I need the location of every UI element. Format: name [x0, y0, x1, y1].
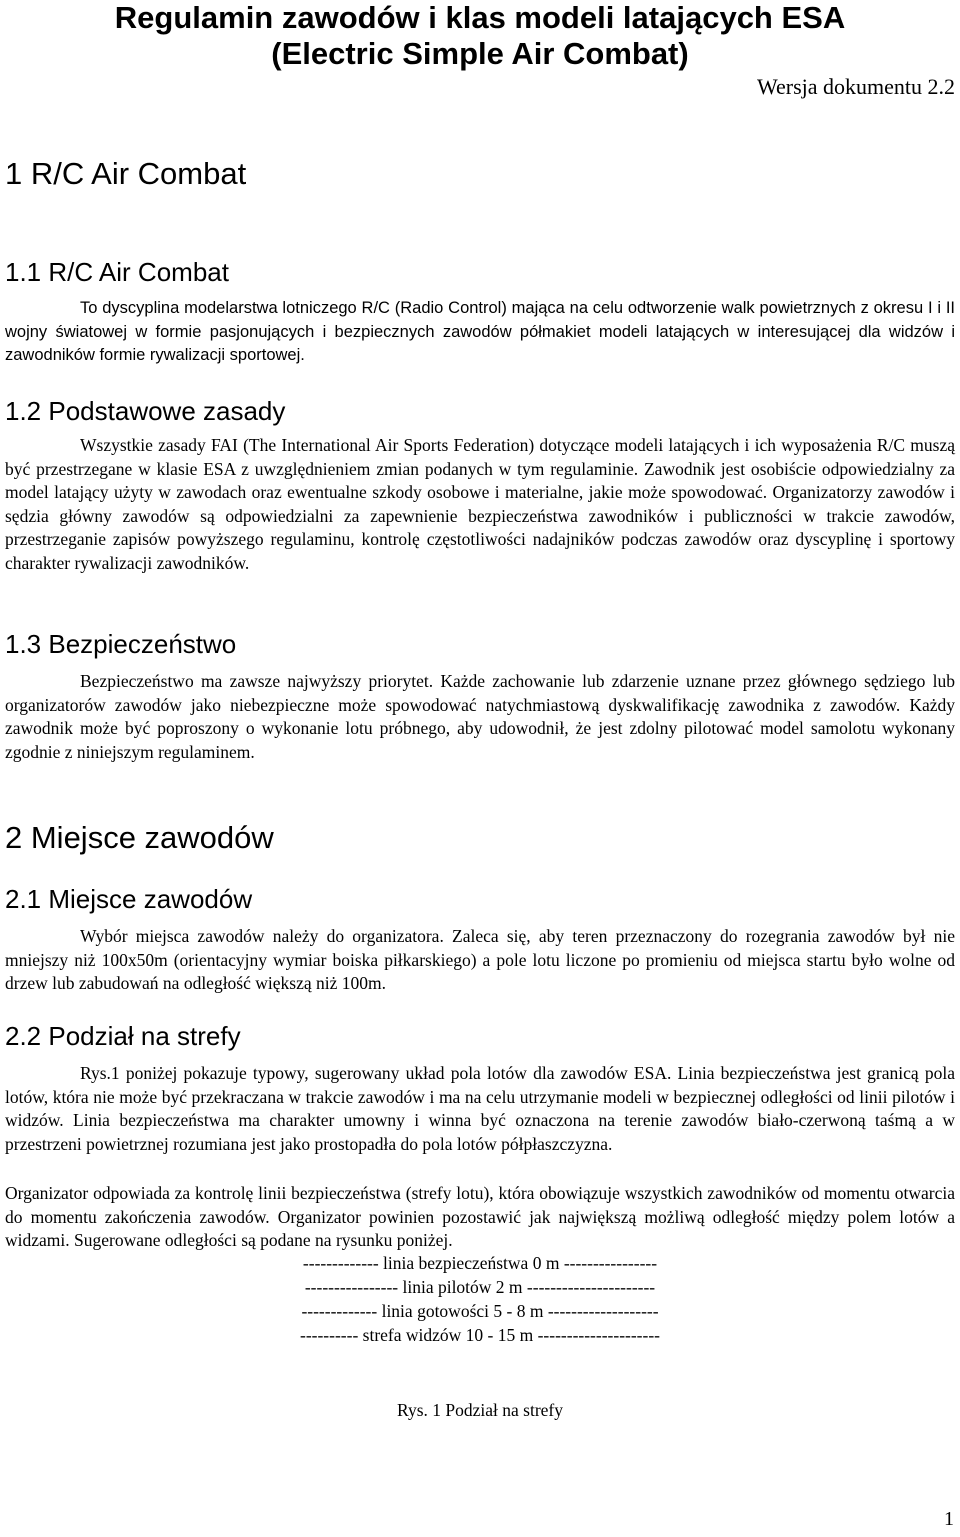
section-2-2-text-1: Rys.1 poniżej pokazuje typowy, sugerowany układ pola lotów dla zawodów ESA. Linia bezpieczeństwa jest granicą pola lotów, która nie może być przekraczana w trakcie zawodów i ma na celu utrzymanie modeli w bezpiecznej odległości od linii pilotów i widzów. Linia bezpieczeństwa ma charakter umowny i winna być oznaczona na terenie zawodów biało-czerwoną taśmą a w przestrzeni powietrznej rozumiana jest jako prostopadła do pola lotów półpłaszczyzna. — [5, 1063, 955, 1154]
document-title-line2: (Electric Simple Air Combat) — [271, 36, 689, 71]
document-title-line1: Regulamin zawodów i klas modeli latających ESA — [114, 0, 846, 35]
zone-line-pilots: ---------------- linia pilotów 2 m ---------------------- — [304, 1277, 656, 1297]
page-number: 1 — [944, 1508, 954, 1530]
zone-line-safety: ------------- linia bezpieczeństwa 0 m ---------------- — [302, 1253, 658, 1273]
section-1-2-heading: 1.2 Podstawowe zasady — [5, 396, 286, 426]
section-2-heading: 2 Miejsce zawodów — [5, 820, 274, 855]
section-2-2-text-2: Organizator odpowiada za kontrolę linii bezpieczeństwa (strefy lotu), która obowiązuje wszystkich zawodników od momentu otwarcia do momentu zakończenia zawodów. Organizator powinien pozostawić jak największą możliwą odległość między polem lotów a widzami. Sugerowane odległości są podane na rysunku poniżej. — [5, 1183, 955, 1250]
section-2-2-heading: 2.2 Podział na strefy — [5, 1021, 241, 1051]
figure-caption: Rys. 1 Podział na strefy — [396, 1400, 563, 1420]
section-1-2-text: Wszystkie zasady FAI (The International Air Sports Federation) dotyczące modeli latających i ich wyposażenia R/C muszą być przestrzegane w klasie ESA z uwzględnieniem zmian podanych w tym regulaminie. Zawodnik jest osobiście odpowiedzialny za model latający użyty w zawodach oraz ewentualne szkody osobowe i materialne, jakie może spowodować. Organizatorzy zawodów i sędzia główny zawodów są odpowiedzialni za zapewnienie bezpieczeństwa zawodników i publiczności w trakcie zawodów, przestrzeganie zapisów powyższego regulaminu, kontrolę częstotliwości nadajników podczas zawodów oraz dyscyplinę i sportowy charakter rywalizacji zawodników. — [5, 435, 955, 573]
section-2-1-text: Wybór miejsca zawodów należy do organizatora. Zaleca się, aby teren przeznaczony do rozegrania zawodów był nie mniejszy niż 100x50m (orientacyjny wymiar boiska piłkarskiego) a pole lotu liczone po promieniu od miejsca startu było wolne od drzew lub zabudowań na odległość większą niż 100m. — [5, 926, 955, 993]
section-1-1-text: To dyscyplina modelarstwa lotniczego R/C (Radio Control) mająca na celu odtworzenie walk powietrznych z okresu I i II wojny światowej w formie pasjonujących i bezpiecznych zawodów półmakiet modeli latających w interesującej dla widzów i zawodników formie rywalizacji sportowej. — [5, 299, 955, 364]
section-1-3-text: Bezpieczeństwo ma zawsze najwyższy priorytet. Każde zachowanie lub zdarzenie uznane przez głównego sędziego lub organizatorów zawodów jako niebezpieczne może spowodować natychmiastową dyskwalifikację zawodnika z zawodów. Każdy zawodnik może być poproszony o wykonanie lotu próbnego, aby udowodnił, że jest zdolny pilotować model samolotu wykonany zgodnie z niniejszym regulaminem. — [5, 671, 955, 762]
section-1-3-heading: 1.3 Bezpieczeństwo — [5, 629, 237, 659]
zone-line-readiness: ------------- linia gotowości 5 - 8 m ------------------- — [301, 1301, 659, 1321]
section-1-heading: 1 R/C Air Combat — [5, 156, 247, 191]
section-2-1-heading: 2.1 Miejsce zawodów — [5, 884, 253, 914]
document-version: Wersja dokumentu 2.2 — [756, 74, 955, 99]
section-1-1-heading: 1.1 R/C Air Combat — [5, 257, 229, 287]
zone-line-spectators: ---------- strefa widzów 10 - 15 m --------------------- — [300, 1325, 660, 1345]
